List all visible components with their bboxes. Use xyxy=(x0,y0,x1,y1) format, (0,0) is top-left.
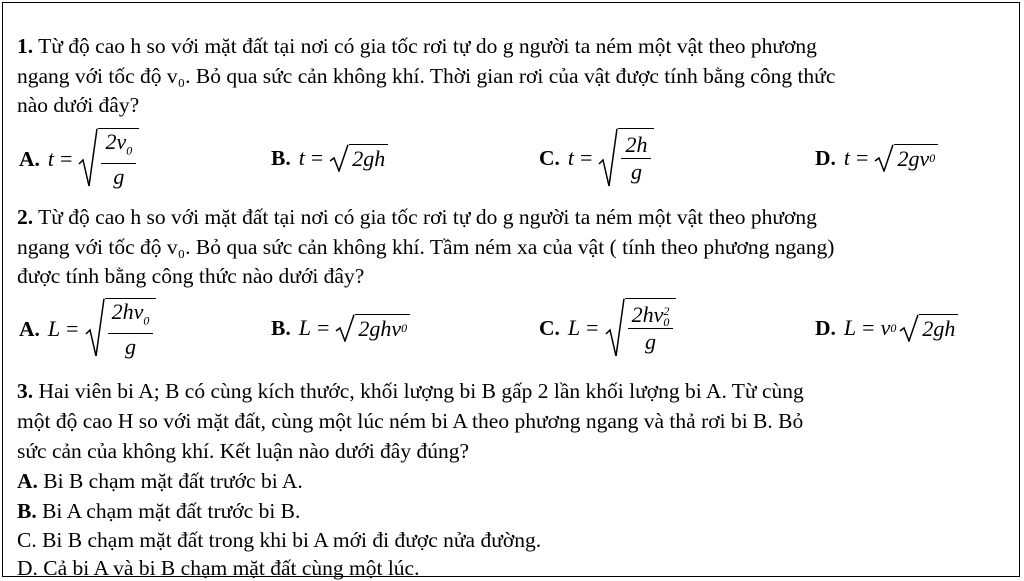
q3-answer-b[interactable]: B. Bi A chạm mặt đất trước bi B. xyxy=(17,499,301,523)
q1-line-2: ngang với tốc độ v₀. Bỏ qua sức cản không khí. Thời gian rơi của vật được tính bằng công thức xyxy=(17,64,836,88)
q3-number: 3. xyxy=(17,379,34,403)
q1-option-d[interactable]: D. t = 2gv 0 xyxy=(815,144,938,172)
q2-line-1 xyxy=(17,204,817,230)
q2-text-1: Từ độ cao h so với mặt đất tại nơi có gia tốc rơi tự do g người ta ném một vật theo phương xyxy=(38,205,817,229)
q3-line-2: một độ cao H so với mặt đất, cùng một lúc ném bi A theo phương ngang và thả rơi bi B. Bỏ xyxy=(17,409,804,433)
q1-options xyxy=(3,128,1021,188)
sqrt-symbol: $\frac{2h}{g}$ xyxy=(598,128,654,188)
q1-text-1: Từ độ cao h so với mặt đất tại nơi có gia tốc rơi tự do g người ta ném một vật theo phương xyxy=(38,34,817,58)
q2-option-c[interactable]: C. L = 2hv 2 0 g xyxy=(539,298,676,358)
q3-answer-c[interactable]: C. Bi B chạm mặt đất trong khi bi A mới đi được nửa đường. xyxy=(17,528,542,552)
q1-line-1 xyxy=(17,33,817,59)
sqrt-symbol: 2gv 0 xyxy=(874,144,938,172)
sqrt-symbol: $\frac{2v_0}{g}$ xyxy=(78,128,139,190)
q2-option-a[interactable]: A. L = $\frac{2hv_0}{g}$ xyxy=(19,298,156,360)
q2-option-b[interactable]: B. L = 2ghv 0 xyxy=(271,314,410,342)
q1-option-c[interactable]: C. t = $\frac{2h}{g}$ xyxy=(539,128,654,188)
q1-number: 1. xyxy=(17,34,34,58)
q3-answer-a[interactable]: A. Bi B chạm mặt đất trước bi A. xyxy=(17,469,303,493)
q2-options xyxy=(3,298,1021,358)
sqrt-symbol: $\frac{2hv_0}{g}$ xyxy=(85,298,157,360)
sqrt-symbol: 2hv 2 0 g xyxy=(605,298,677,358)
q2-line-2: ngang với tốc độ v₀. Bỏ qua sức cản không khí. Tầm ném xa của vật ( tính theo phương ngang) xyxy=(17,235,835,259)
q2-number: 2. xyxy=(17,205,34,229)
q3-line-3: sức cản của không khí. Kết luận nào dưới đây đúng? xyxy=(17,439,470,463)
q1-option-b[interactable]: B. t = 2gh xyxy=(271,144,388,172)
q3-text-1: Hai viên bi A; B có cùng kích thước, khối lượng bi B gấp 2 lần khối lượng bi A. Từ cùng xyxy=(38,379,804,403)
q3-line-1 xyxy=(17,378,804,404)
q2-line-3: được tính bằng công thức nào dưới đây? xyxy=(17,264,365,288)
q2-option-d[interactable]: D. L = v 0 2gh xyxy=(815,314,958,342)
q1-option-a[interactable]: A. t = $\frac{2v_0}{g}$ xyxy=(19,128,139,190)
sqrt-symbol: 2gh xyxy=(899,314,958,342)
question-sheet xyxy=(2,2,1020,580)
sqrt-symbol: 2gh xyxy=(329,144,388,172)
q1-line-3: nào dưới đây? xyxy=(17,93,140,117)
sqrt-symbol: 2ghv 0 xyxy=(335,314,410,342)
q3-answer-d[interactable]: D. Cả bi A và bi B chạm mặt đất cùng một lúc. xyxy=(17,556,420,580)
